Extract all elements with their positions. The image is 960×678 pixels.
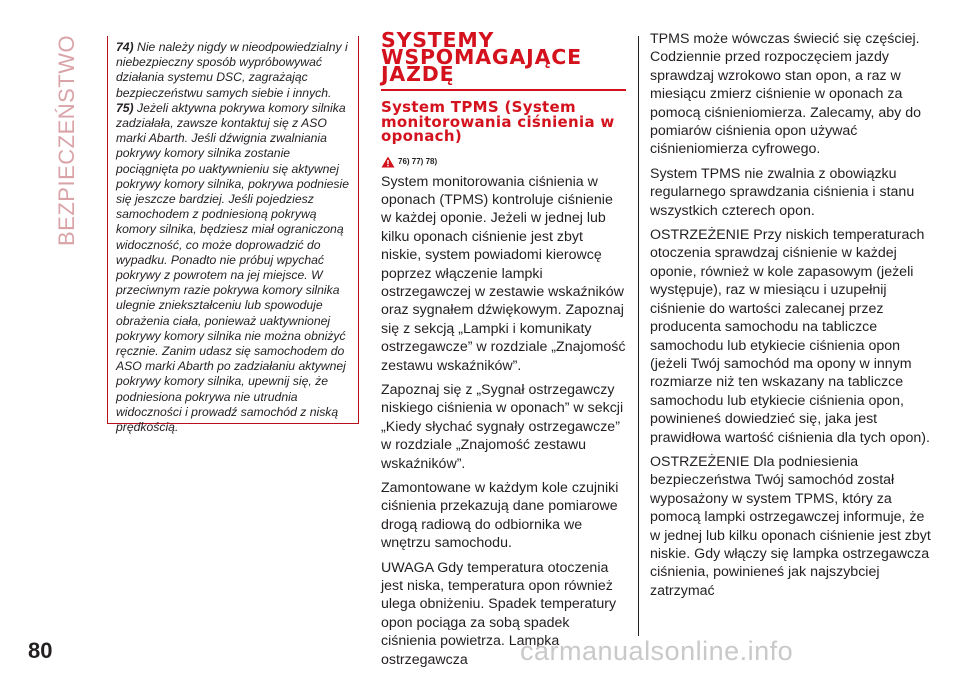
section-subtitle: System TPMS (System monitorowania ciśnienia w oponach) [381, 98, 615, 145]
warning-triangle-icon [381, 156, 395, 168]
body-text-mid [381, 173, 627, 670]
paragraph: TPMS może wówczas świecić się częściej. Codziennie przed rozpoczęciem jazdy sprawdzaj wzrokowo stan opon, a raz w miesiącu zmierz ciśnienie w oponach za pomocą ciśnieniomierza. Zalecamy, aby do pomiarów ciśnienia opon używać ciśnieniomierza cyfrowego. [650, 31, 921, 158]
paragraph: Zapoznaj się z „Sygnał ostrzegawczy niskiego ciśnienia w oponach” w sekcji „Kiedy słychać sygnały ostrzegawcze” w rozdziale „Znajomość zestawu wskaźników”. [381, 381, 624, 472]
warnings-box [107, 36, 359, 435]
paragraph: OSTRZEŻENIE Dla podniesienia bezpieczeństwa Twój samochód został wyposażony w system TPMS, który za pomocą lampki ostrzegawczej informuje, że w jednej lub kilku oponach ciśnienie jest zbyt niskie. Gdy włączy się lampka ostrzegawcza ciśnienia, powinieneś jak najszybciej zatrzymać [650, 453, 931, 599]
paragraph: Zamontowane w każdym kole czujniki ciśnienia przekazują dane pomiarowe drogą radiową do odbiornika we wnętrzu samochodu. [381, 480, 619, 552]
warning-refs-label: 76) 77) 78) [398, 157, 438, 166]
body-text-right [650, 30, 934, 600]
warning-refs [381, 156, 627, 168]
paragraph: OSTRZEŻENIE Przy niskich temperaturach otoczenia sprawdzaj ciśnienie w każdej oponie, również w kole zapasowym (jeżeli występuje), raz w miesiącu i uzupełnij ciśnienie do wartości zalecanej przez producenta samochodu na tabliczce samochodu lub etykiecie ciśnienia opon (jeżeli Twój samochód ma opony w innym rozmiarze niż ten wskazany na tabliczce samochodu lub etykiecie ciśnienia opon, powinieneś dowiedzieć się, jaka jest prawidłowa wartość ciśnienia dla tych opon). [650, 227, 930, 446]
watermark: carmanualsonline.info [520, 636, 794, 666]
section-title: SYSTEMY WSPOMAGAJĄCE JAZDĘ [381, 28, 582, 86]
warning-text: Nie należy nigdy w nieodpowiedzialny i niebezpieczny sposób wypróbowywać działania systemu DSC, zagrażając bezpieczeństwu samych siebie i innych. [116, 40, 348, 100]
paragraph: System monitorowania ciśnienia w oponach (TPMS) kontroluje ciśnienie w każdej oponie. Jeżeli w jednej lub kilku oponach ciśnienie jest zbyt niskie, system powiadomi kierowcę poprzez włączenie lampki ostrzegawczej w zestawie wskaźników oraz sygnałem dźwiękowym. Zapoznaj się z sekcją „Lampki i komunikaty ostrzegawcze” w rozdziale „Znajomość zestawu wskaźników”. [381, 173, 626, 374]
column-divider [638, 36, 639, 636]
warning-item [116, 40, 354, 101]
paragraph: System TPMS nie zwalnia z obowiązku regularnego sprawdzania ciśnienia i stanu wszystkich czterech opon. [650, 165, 915, 219]
paragraph: UWAGA Gdy temperatura otoczenia jest niska, temperatura opon również ulega obniżeniu. Spadek temperatury opon pociąga za sobą spadek ciśnienia powietrza. Lampka ostrzegawcza [381, 559, 617, 668]
warning-text: Jeżeli aktywna pokrywa komory silnika zadziałała, zawsze kontaktuj się z ASO marki Abarth. Jeśli dźwignia zwalniania pokrywy komory silnika zostanie pociągnięta po uaktywnieniu się aktywnej pokrywy komory silnika, pokrywa podniesie się jeszcze bardziej. Jeśli pojedziesz samochodem z podniesioną pokrywą komory silnika, będziesz miał ograniczoną widoczność, co może doprowadzić do wypadku. Ponadto nie próbuj wpychać pokrywy z powrotem na jej miejsce. W przeciwnym razie pokrywa komory silnika ulegnie zniekształceniu lub spowoduje obrażenia ciała, ponieważ uaktywnionej pokrywy komory silnika nie można obniżyć ręcznie. Zanim udasz się samochodem do ASO marki Abarth po zadziałaniu aktywnej pokrywy komory silnika, upewnij się, że podniesiona pokrywa nie utrudnia widoczności i prowadź samochód z niską prędkością. [116, 100, 350, 435]
section-tab-label: BEZPIECZEŃSTWO [54, 34, 79, 246]
right-column [650, 30, 934, 606]
section-tab [52, 30, 78, 250]
warning-number: 75) [116, 100, 134, 115]
warning-number: 74) [116, 40, 134, 54]
warning-item [116, 101, 354, 435]
middle-column [369, 30, 627, 675]
title-rule [381, 89, 626, 91]
page-number: 80 [28, 638, 53, 663]
